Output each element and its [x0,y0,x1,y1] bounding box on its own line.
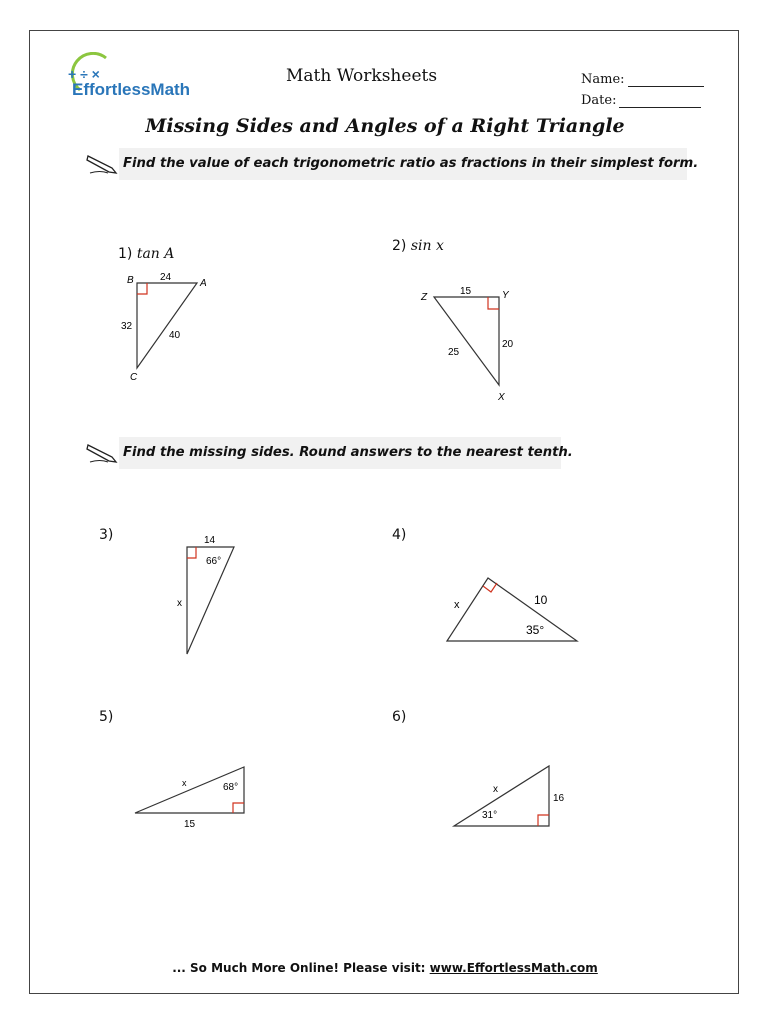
right-angle-marker [538,815,549,826]
instruction-2: Find the missing sides. Round answers to the nearest tenth. [119,437,561,469]
triangle-3 [160,530,260,665]
problem-2-number: 2) [392,238,407,254]
angle-label: 66° [206,556,222,567]
side-label: 10 [534,593,548,607]
date-field [581,93,701,108]
problem-5-number: 5) [99,709,114,725]
vertex-y: Y [502,290,509,301]
name-field [581,72,704,87]
name-line [628,75,704,87]
side-label: 24 [160,272,172,283]
logo-text: EffortlessMath [72,80,191,99]
pencil-icon [86,153,118,175]
problem-2-expr: sin x [410,238,444,254]
side-label: 15 [184,819,196,830]
right-angle-marker [488,297,499,309]
vertex-a: A [200,278,207,289]
triangle-4 [440,570,585,650]
date-label: Date: [581,93,617,108]
side-label: 15 [460,286,472,297]
page-title: Missing Sides and Angles of a Right Triangle [145,115,625,137]
right-angle-marker [137,283,147,294]
logo-symbols: + ÷ × [68,66,100,82]
triangle-6 [448,757,573,837]
problem-1 [118,246,174,262]
side-label: 14 [204,535,216,546]
problem-3-number: 3) [99,527,114,543]
side-label: x [182,778,187,788]
footer-text: ... So Much More Online! Please visit: [172,961,430,975]
side-label: 32 [121,321,133,332]
triangle-1-shape [137,283,197,368]
angle-label: 35° [526,623,545,637]
header-title: Math Worksheets [286,66,438,86]
footer-link[interactable]: www.EffortlessMath.com [429,961,598,975]
side-label: x [177,598,182,609]
angle-label: 68° [223,782,239,793]
side-label: 16 [553,793,565,804]
triangle-4-shape [447,578,577,641]
triangle-6-shape [454,766,549,826]
instruction-1: Find the value of each trigonometric ratio as fractions in their simplest form. [119,148,687,180]
effortlessmath-logo [62,52,222,102]
problem-4-number: 4) [392,527,407,543]
side-label: 25 [448,347,460,358]
right-angle-marker [233,803,244,813]
pencil-icon [86,442,118,464]
footer [0,961,770,975]
problem-1-expr: tan A [136,246,175,262]
angle-label: 31° [482,810,498,821]
vertex-z: Z [421,292,428,303]
name-label: Name: [581,72,625,87]
right-angle-marker [483,583,497,592]
triangle-2 [410,280,530,410]
problem-1-number: 1) [118,246,133,262]
vertex-x: X [498,392,505,403]
side-label: 40 [169,330,181,341]
problem-6-number: 6) [392,709,407,725]
vertex-c: C [130,372,138,383]
right-angle-marker [187,547,196,558]
date-line [619,96,701,108]
triangle-2-shape [434,297,499,385]
triangle-5 [128,760,253,835]
side-label: x [454,599,460,611]
side-label: x [493,784,498,795]
problem-2 [392,238,444,254]
triangle-1 [110,262,250,392]
side-label: 20 [502,339,514,350]
vertex-b: B [127,275,134,286]
